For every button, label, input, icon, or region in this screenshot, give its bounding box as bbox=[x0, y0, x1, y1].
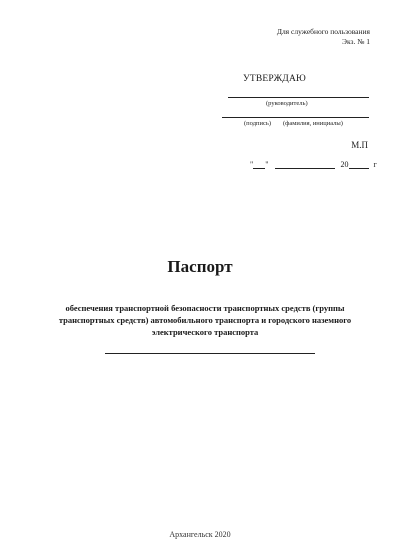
restriction-label: Для служебного пользования bbox=[276, 27, 370, 36]
document-subtitle: обеспечения транспортной безопасности транспортных средств (группы транспортных средств) автомобильного транспорта и городского наземного электрического транспорта bbox=[58, 303, 352, 337]
date-row bbox=[250, 160, 377, 169]
name-caption: (фамилия, инициалы) bbox=[283, 120, 343, 127]
signature-line bbox=[222, 117, 369, 118]
date-open-quote: " bbox=[250, 160, 254, 169]
date-close-quote: " bbox=[265, 160, 269, 169]
date-century: 20 bbox=[340, 160, 349, 169]
year-blank bbox=[349, 160, 369, 169]
approve-heading: УТВЕРЖДАЮ bbox=[242, 74, 306, 84]
page-title: Паспорт bbox=[167, 257, 233, 276]
day-blank bbox=[253, 160, 265, 169]
city-year: Архангельск 2020 bbox=[169, 530, 231, 539]
month-blank bbox=[275, 160, 335, 169]
restriction-stamp bbox=[277, 27, 370, 47]
signature-caption: (подпись) bbox=[244, 120, 271, 127]
copy-number: Экз. № 1 bbox=[342, 37, 370, 46]
position-caption: (руководитель) bbox=[266, 100, 308, 107]
fill-in-line bbox=[105, 353, 315, 354]
stamp-label: М.П bbox=[351, 140, 368, 150]
position-line bbox=[228, 97, 369, 98]
year-suffix: г bbox=[373, 160, 377, 169]
